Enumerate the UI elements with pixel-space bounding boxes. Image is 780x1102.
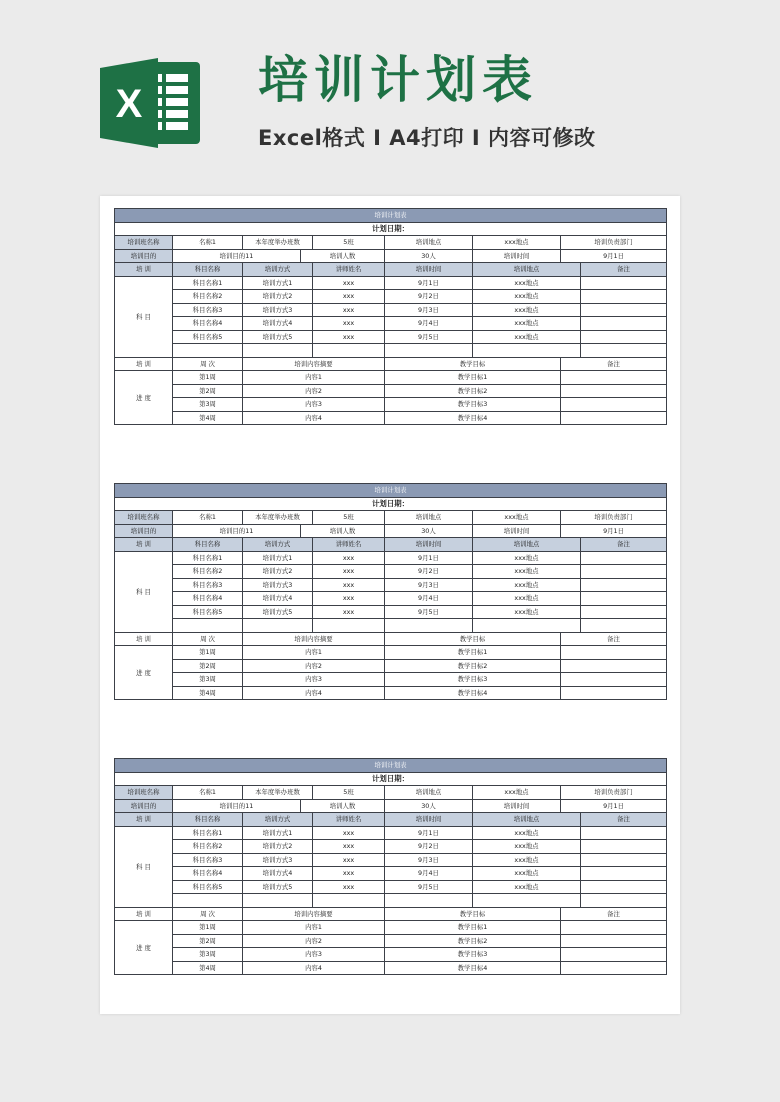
col-location: 培训地点 bbox=[473, 263, 581, 277]
content-summary[interactable]: 内容3 bbox=[243, 398, 385, 412]
col-progress-remark: 备注 bbox=[561, 357, 667, 371]
teaching-goal[interactable]: 教学目标3 bbox=[385, 398, 561, 412]
col-progress-remark: 备注 bbox=[561, 632, 667, 646]
subject-method[interactable]: 培训方式1 bbox=[243, 826, 313, 840]
teaching-goal[interactable]: 教学目标1 bbox=[385, 371, 561, 385]
col-subject-name: 科目名称 bbox=[173, 813, 243, 827]
class-name-value[interactable]: 名称1 bbox=[173, 236, 243, 250]
table-row bbox=[115, 578, 667, 592]
table-row bbox=[115, 303, 667, 317]
subject-remark[interactable] bbox=[581, 840, 667, 854]
table-caption: 培训计划表 bbox=[115, 209, 667, 223]
teaching-goal[interactable]: 教学目标2 bbox=[385, 934, 561, 948]
subject-location[interactable]: xxx地点 bbox=[473, 565, 581, 579]
subject-location[interactable]: xxx地点 bbox=[473, 578, 581, 592]
progress-remark[interactable] bbox=[561, 673, 667, 687]
table-row bbox=[115, 934, 667, 948]
subject-time[interactable]: 9月5日 bbox=[385, 880, 473, 894]
col-time: 培训时间 bbox=[385, 538, 473, 552]
location-label: 培训地点 bbox=[385, 511, 473, 525]
subject-lecturer[interactable]: xxx bbox=[313, 578, 385, 592]
week[interactable]: 第1周 bbox=[173, 921, 243, 935]
table-row bbox=[115, 290, 667, 304]
table-row bbox=[115, 565, 667, 579]
subject-remark[interactable] bbox=[581, 330, 667, 344]
excel-logo-icon bbox=[100, 56, 202, 150]
class-count-value[interactable]: 5班 bbox=[313, 511, 385, 525]
subjects-header-label: 培 训 bbox=[115, 538, 173, 552]
table-row bbox=[115, 344, 667, 358]
empty-cell[interactable] bbox=[173, 344, 243, 358]
class-name-label: 培训班名称 bbox=[115, 236, 173, 250]
col-method: 培训方式 bbox=[243, 813, 313, 827]
subject-method[interactable]: 培训方式4 bbox=[243, 317, 313, 331]
subject-lecturer[interactable]: xxx bbox=[313, 592, 385, 606]
progress-header-label: 培 训 bbox=[115, 357, 173, 371]
progress-label: 进 度 bbox=[115, 646, 173, 700]
subject-remark[interactable] bbox=[581, 578, 667, 592]
col-progress-remark: 备注 bbox=[561, 907, 667, 921]
teaching-goal[interactable]: 教学目标1 bbox=[385, 921, 561, 935]
department-label: 培训负责部门 bbox=[561, 786, 667, 800]
empty-cell[interactable] bbox=[385, 894, 473, 908]
empty-cell[interactable] bbox=[581, 894, 667, 908]
subject-location[interactable]: xxx地点 bbox=[473, 880, 581, 894]
table-row bbox=[115, 786, 667, 800]
empty-cell[interactable] bbox=[473, 894, 581, 908]
subject-method[interactable]: 培训方式5 bbox=[243, 880, 313, 894]
table-row bbox=[115, 961, 667, 975]
subject-time[interactable]: 9月1日 bbox=[385, 551, 473, 565]
table-row bbox=[115, 398, 667, 412]
training-plan-sheet bbox=[114, 208, 666, 425]
empty-cell[interactable] bbox=[243, 894, 313, 908]
time-value[interactable]: 9月1日 bbox=[561, 524, 667, 538]
time-label: 培训时间 bbox=[473, 799, 561, 813]
subject-location[interactable]: xxx地点 bbox=[473, 605, 581, 619]
teaching-goal[interactable]: 教学目标3 bbox=[385, 948, 561, 962]
subject-time[interactable]: 9月4日 bbox=[385, 867, 473, 881]
subject-name[interactable]: 科目名称4 bbox=[173, 317, 243, 331]
purpose-label: 培训目的 bbox=[115, 799, 173, 813]
table-row bbox=[115, 673, 667, 687]
week[interactable]: 第4周 bbox=[173, 961, 243, 975]
subject-name[interactable]: 科目名称3 bbox=[173, 303, 243, 317]
subject-method[interactable]: 培训方式3 bbox=[243, 303, 313, 317]
empty-cell[interactable] bbox=[313, 344, 385, 358]
table-row bbox=[115, 799, 667, 813]
class-name-label: 培训班名称 bbox=[115, 786, 173, 800]
headcount-label: 培训人数 bbox=[301, 524, 385, 538]
content-summary[interactable]: 内容3 bbox=[243, 673, 385, 687]
empty-cell[interactable] bbox=[385, 344, 473, 358]
subject-name[interactable]: 科目名称5 bbox=[173, 880, 243, 894]
subject-location[interactable]: xxx地点 bbox=[473, 303, 581, 317]
week[interactable]: 第3周 bbox=[173, 948, 243, 962]
empty-cell[interactable] bbox=[385, 619, 473, 633]
content-summary[interactable]: 内容2 bbox=[243, 384, 385, 398]
subjects-label: 科 目 bbox=[115, 276, 173, 357]
subject-name[interactable]: 科目名称5 bbox=[173, 330, 243, 344]
subject-location[interactable]: xxx地点 bbox=[473, 330, 581, 344]
subject-method[interactable]: 培训方式3 bbox=[243, 578, 313, 592]
plan-date-label: 计划日期： bbox=[115, 772, 667, 786]
subject-name[interactable]: 科目名称3 bbox=[173, 578, 243, 592]
progress-remark[interactable] bbox=[561, 921, 667, 935]
subject-remark[interactable] bbox=[581, 290, 667, 304]
subject-time[interactable]: 9月5日 bbox=[385, 330, 473, 344]
subject-time[interactable]: 9月4日 bbox=[385, 592, 473, 606]
col-remark: 备注 bbox=[581, 538, 667, 552]
subject-method[interactable]: 培训方式2 bbox=[243, 290, 313, 304]
empty-cell[interactable] bbox=[243, 344, 313, 358]
col-week: 周 次 bbox=[173, 357, 243, 371]
subject-time[interactable]: 9月3日 bbox=[385, 303, 473, 317]
subject-location[interactable]: xxx地点 bbox=[473, 317, 581, 331]
progress-remark[interactable] bbox=[561, 371, 667, 385]
empty-cell[interactable] bbox=[313, 619, 385, 633]
table-row bbox=[115, 659, 667, 673]
subject-method[interactable]: 培训方式4 bbox=[243, 867, 313, 881]
progress-remark[interactable] bbox=[561, 646, 667, 660]
week[interactable]: 第1周 bbox=[173, 646, 243, 660]
subject-lecturer[interactable]: xxx bbox=[313, 290, 385, 304]
table-row bbox=[115, 880, 667, 894]
col-location: 培训地点 bbox=[473, 538, 581, 552]
subject-name[interactable]: 科目名称4 bbox=[173, 867, 243, 881]
empty-cell[interactable] bbox=[581, 344, 667, 358]
progress-header-label: 培 训 bbox=[115, 632, 173, 646]
subject-name[interactable]: 科目名称1 bbox=[173, 826, 243, 840]
headcount-label: 培训人数 bbox=[301, 799, 385, 813]
table-row bbox=[115, 605, 667, 619]
subject-name[interactable]: 科目名称1 bbox=[173, 276, 243, 290]
subject-lecturer[interactable]: xxx bbox=[313, 276, 385, 290]
table-row bbox=[115, 384, 667, 398]
subject-remark[interactable] bbox=[581, 880, 667, 894]
subject-time[interactable]: 9月2日 bbox=[385, 565, 473, 579]
class-count-label: 本年度举办班数 bbox=[243, 786, 313, 800]
subject-remark[interactable] bbox=[581, 303, 667, 317]
col-lecturer: 讲师姓名 bbox=[313, 263, 385, 277]
table-row bbox=[115, 813, 667, 827]
subjects-label: 科 目 bbox=[115, 551, 173, 632]
table-row bbox=[115, 686, 667, 700]
progress-remark[interactable] bbox=[561, 398, 667, 412]
col-remark: 备注 bbox=[581, 263, 667, 277]
purpose-value[interactable]: 培训目的11 bbox=[173, 249, 301, 263]
col-lecturer: 讲师姓名 bbox=[313, 813, 385, 827]
class-name-label: 培训班名称 bbox=[115, 511, 173, 525]
empty-cell[interactable] bbox=[313, 894, 385, 908]
progress-remark[interactable] bbox=[561, 659, 667, 673]
training-plan-table bbox=[114, 483, 667, 700]
subject-location[interactable]: xxx地点 bbox=[473, 592, 581, 606]
headcount-label: 培训人数 bbox=[301, 249, 385, 263]
subject-time[interactable]: 9月3日 bbox=[385, 853, 473, 867]
subject-name[interactable]: 科目名称5 bbox=[173, 605, 243, 619]
subject-lecturer[interactable]: xxx bbox=[313, 551, 385, 565]
empty-cell[interactable] bbox=[173, 619, 243, 633]
table-row bbox=[115, 357, 667, 371]
training-plan-table bbox=[114, 208, 667, 425]
week[interactable]: 第2周 bbox=[173, 934, 243, 948]
col-week: 周 次 bbox=[173, 907, 243, 921]
purpose-value[interactable]: 培训目的11 bbox=[173, 524, 301, 538]
training-plan-table bbox=[114, 758, 667, 975]
content-summary[interactable]: 内容2 bbox=[243, 934, 385, 948]
content-summary[interactable]: 内容4 bbox=[243, 686, 385, 700]
subject-remark[interactable] bbox=[581, 317, 667, 331]
subject-remark[interactable] bbox=[581, 551, 667, 565]
subject-method[interactable]: 培训方式5 bbox=[243, 605, 313, 619]
table-row bbox=[115, 619, 667, 633]
class-count-label: 本年度举办班数 bbox=[243, 511, 313, 525]
purpose-label: 培训目的 bbox=[115, 524, 173, 538]
progress-label: 进 度 bbox=[115, 921, 173, 975]
table-row bbox=[115, 371, 667, 385]
col-content-summary: 培训内容摘要 bbox=[243, 632, 385, 646]
purpose-value[interactable]: 培训目的11 bbox=[173, 799, 301, 813]
plan-date-label: 计划日期： bbox=[115, 222, 667, 236]
table-row bbox=[115, 551, 667, 565]
subject-location[interactable]: xxx地点 bbox=[473, 840, 581, 854]
table-row bbox=[115, 646, 667, 660]
subjects-header-label: 培 训 bbox=[115, 813, 173, 827]
subject-lecturer[interactable]: xxx bbox=[313, 840, 385, 854]
time-label: 培训时间 bbox=[473, 249, 561, 263]
subject-name[interactable]: 科目名称2 bbox=[173, 290, 243, 304]
table-row bbox=[115, 867, 667, 881]
department-label: 培训负责部门 bbox=[561, 236, 667, 250]
teaching-goal[interactable]: 教学目标4 bbox=[385, 411, 561, 425]
teaching-goal[interactable]: 教学目标2 bbox=[385, 659, 561, 673]
table-row bbox=[115, 317, 667, 331]
headcount-value[interactable]: 30人 bbox=[385, 249, 473, 263]
subject-method[interactable]: 培训方式1 bbox=[243, 551, 313, 565]
week[interactable]: 第3周 bbox=[173, 398, 243, 412]
table-row bbox=[115, 632, 667, 646]
subject-lecturer[interactable]: xxx bbox=[313, 565, 385, 579]
subjects-label: 科 目 bbox=[115, 826, 173, 907]
table-row bbox=[115, 276, 667, 290]
location-label: 培训地点 bbox=[385, 786, 473, 800]
subject-lecturer[interactable]: xxx bbox=[313, 867, 385, 881]
class-count-value[interactable]: 5班 bbox=[313, 786, 385, 800]
table-row bbox=[115, 263, 667, 277]
logo-letter: X bbox=[115, 82, 143, 126]
content-summary[interactable]: 内容1 bbox=[243, 646, 385, 660]
progress-remark[interactable] bbox=[561, 384, 667, 398]
week[interactable]: 第3周 bbox=[173, 673, 243, 687]
col-content-summary: 培训内容摘要 bbox=[243, 907, 385, 921]
col-content-summary: 培训内容摘要 bbox=[243, 357, 385, 371]
subjects-header-label: 培 训 bbox=[115, 263, 173, 277]
week[interactable]: 第2周 bbox=[173, 659, 243, 673]
progress-remark[interactable] bbox=[561, 934, 667, 948]
table-row bbox=[115, 236, 667, 250]
subject-location[interactable]: xxx地点 bbox=[473, 290, 581, 304]
col-method: 培训方式 bbox=[243, 263, 313, 277]
subject-lecturer[interactable]: xxx bbox=[313, 330, 385, 344]
subject-lecturer[interactable]: xxx bbox=[313, 853, 385, 867]
subject-lecturer[interactable]: xxx bbox=[313, 303, 385, 317]
training-plan-sheet bbox=[114, 483, 666, 700]
progress-remark[interactable] bbox=[561, 411, 667, 425]
subject-time[interactable]: 9月2日 bbox=[385, 290, 473, 304]
col-remark: 备注 bbox=[581, 813, 667, 827]
plan-date-label: 计划日期： bbox=[115, 497, 667, 511]
subject-time[interactable]: 9月1日 bbox=[385, 276, 473, 290]
subject-location[interactable]: xxx地点 bbox=[473, 826, 581, 840]
progress-remark[interactable] bbox=[561, 961, 667, 975]
subject-method[interactable]: 培训方式2 bbox=[243, 565, 313, 579]
week[interactable]: 第4周 bbox=[173, 411, 243, 425]
headcount-value[interactable]: 30人 bbox=[385, 524, 473, 538]
progress-label: 进 度 bbox=[115, 371, 173, 425]
subject-name[interactable]: 科目名称2 bbox=[173, 565, 243, 579]
headcount-value[interactable]: 30人 bbox=[385, 799, 473, 813]
empty-cell[interactable] bbox=[473, 619, 581, 633]
table-caption: 培训计划表 bbox=[115, 484, 667, 498]
content-summary[interactable]: 内容2 bbox=[243, 659, 385, 673]
subject-remark[interactable] bbox=[581, 853, 667, 867]
training-plan-sheet bbox=[114, 758, 666, 975]
teaching-goal[interactable]: 教学目标3 bbox=[385, 673, 561, 687]
table-row bbox=[115, 894, 667, 908]
table-row bbox=[115, 511, 667, 525]
table-row bbox=[115, 840, 667, 854]
subject-location[interactable]: xxx地点 bbox=[473, 867, 581, 881]
subject-remark[interactable] bbox=[581, 565, 667, 579]
subject-location[interactable]: xxx地点 bbox=[473, 276, 581, 290]
col-time: 培训时间 bbox=[385, 813, 473, 827]
table-row bbox=[115, 592, 667, 606]
subject-time[interactable]: 9月4日 bbox=[385, 317, 473, 331]
progress-remark[interactable] bbox=[561, 948, 667, 962]
class-count-label: 本年度举办班数 bbox=[243, 236, 313, 250]
content-summary[interactable]: 内容4 bbox=[243, 411, 385, 425]
empty-cell[interactable] bbox=[473, 344, 581, 358]
col-subject-name: 科目名称 bbox=[173, 538, 243, 552]
subject-location[interactable]: xxx地点 bbox=[473, 853, 581, 867]
table-row bbox=[115, 853, 667, 867]
location-label: 培训地点 bbox=[385, 236, 473, 250]
week[interactable]: 第2周 bbox=[173, 384, 243, 398]
subject-location[interactable]: xxx地点 bbox=[473, 551, 581, 565]
table-caption: 培训计划表 bbox=[115, 759, 667, 773]
content-summary[interactable]: 内容3 bbox=[243, 948, 385, 962]
teaching-goal[interactable]: 教学目标2 bbox=[385, 384, 561, 398]
subject-method[interactable]: 培训方式3 bbox=[243, 853, 313, 867]
table-row bbox=[115, 826, 667, 840]
class-count-value[interactable]: 5班 bbox=[313, 236, 385, 250]
subject-lecturer[interactable]: xxx bbox=[313, 605, 385, 619]
teaching-goal[interactable]: 教学目标4 bbox=[385, 686, 561, 700]
page-title: 培训计划表 bbox=[258, 51, 538, 109]
content-summary[interactable]: 内容1 bbox=[243, 921, 385, 935]
col-method: 培训方式 bbox=[243, 538, 313, 552]
empty-cell[interactable] bbox=[243, 619, 313, 633]
page-subtitle: Excel格式 I A4打印 I 内容可修改 bbox=[258, 126, 596, 150]
table-row bbox=[115, 538, 667, 552]
col-teaching-goal: 教学目标 bbox=[385, 357, 561, 371]
progress-remark[interactable] bbox=[561, 686, 667, 700]
table-row bbox=[115, 411, 667, 425]
col-location: 培训地点 bbox=[473, 813, 581, 827]
subject-time[interactable]: 9月2日 bbox=[385, 840, 473, 854]
table-row bbox=[115, 907, 667, 921]
subject-time[interactable]: 9月5日 bbox=[385, 605, 473, 619]
class-name-value[interactable]: 名称1 bbox=[173, 511, 243, 525]
teaching-goal[interactable]: 教学目标1 bbox=[385, 646, 561, 660]
department-label: 培训负责部门 bbox=[561, 511, 667, 525]
teaching-goal[interactable]: 教学目标4 bbox=[385, 961, 561, 975]
subject-remark[interactable] bbox=[581, 826, 667, 840]
week[interactable]: 第4周 bbox=[173, 686, 243, 700]
subject-method[interactable]: 培训方式1 bbox=[243, 276, 313, 290]
subject-lecturer[interactable]: xxx bbox=[313, 317, 385, 331]
col-teaching-goal: 教学目标 bbox=[385, 907, 561, 921]
class-name-value[interactable]: 名称1 bbox=[173, 786, 243, 800]
table-row bbox=[115, 948, 667, 962]
time-value[interactable]: 9月1日 bbox=[561, 249, 667, 263]
subject-remark[interactable] bbox=[581, 276, 667, 290]
location-value[interactable]: xxx地点 bbox=[473, 236, 561, 250]
time-value[interactable]: 9月1日 bbox=[561, 799, 667, 813]
subject-name[interactable]: 科目名称4 bbox=[173, 592, 243, 606]
content-summary[interactable]: 内容4 bbox=[243, 961, 385, 975]
col-teaching-goal: 教学目标 bbox=[385, 632, 561, 646]
col-week: 周 次 bbox=[173, 632, 243, 646]
table-row bbox=[115, 921, 667, 935]
subject-lecturer[interactable]: xxx bbox=[313, 880, 385, 894]
subject-method[interactable]: 培训方式2 bbox=[243, 840, 313, 854]
col-subject-name: 科目名称 bbox=[173, 263, 243, 277]
location-value[interactable]: xxx地点 bbox=[473, 786, 561, 800]
subject-remark[interactable] bbox=[581, 592, 667, 606]
subject-time[interactable]: 9月3日 bbox=[385, 578, 473, 592]
subject-remark[interactable] bbox=[581, 867, 667, 881]
col-lecturer: 讲师姓名 bbox=[313, 538, 385, 552]
subject-method[interactable]: 培训方式5 bbox=[243, 330, 313, 344]
progress-header-label: 培 训 bbox=[115, 907, 173, 921]
table-row bbox=[115, 524, 667, 538]
subject-name[interactable]: 科目名称1 bbox=[173, 551, 243, 565]
subject-name[interactable]: 科目名称3 bbox=[173, 853, 243, 867]
col-time: 培训时间 bbox=[385, 263, 473, 277]
purpose-label: 培训目的 bbox=[115, 249, 173, 263]
empty-cell[interactable] bbox=[581, 619, 667, 633]
subject-lecturer[interactable]: xxx bbox=[313, 826, 385, 840]
table-row bbox=[115, 330, 667, 344]
subject-method[interactable]: 培训方式4 bbox=[243, 592, 313, 606]
time-label: 培训时间 bbox=[473, 524, 561, 538]
subject-remark[interactable] bbox=[581, 605, 667, 619]
subject-time[interactable]: 9月1日 bbox=[385, 826, 473, 840]
week[interactable]: 第1周 bbox=[173, 371, 243, 385]
empty-cell[interactable] bbox=[173, 894, 243, 908]
subject-name[interactable]: 科目名称2 bbox=[173, 840, 243, 854]
location-value[interactable]: xxx地点 bbox=[473, 511, 561, 525]
content-summary[interactable]: 内容1 bbox=[243, 371, 385, 385]
table-row bbox=[115, 249, 667, 263]
